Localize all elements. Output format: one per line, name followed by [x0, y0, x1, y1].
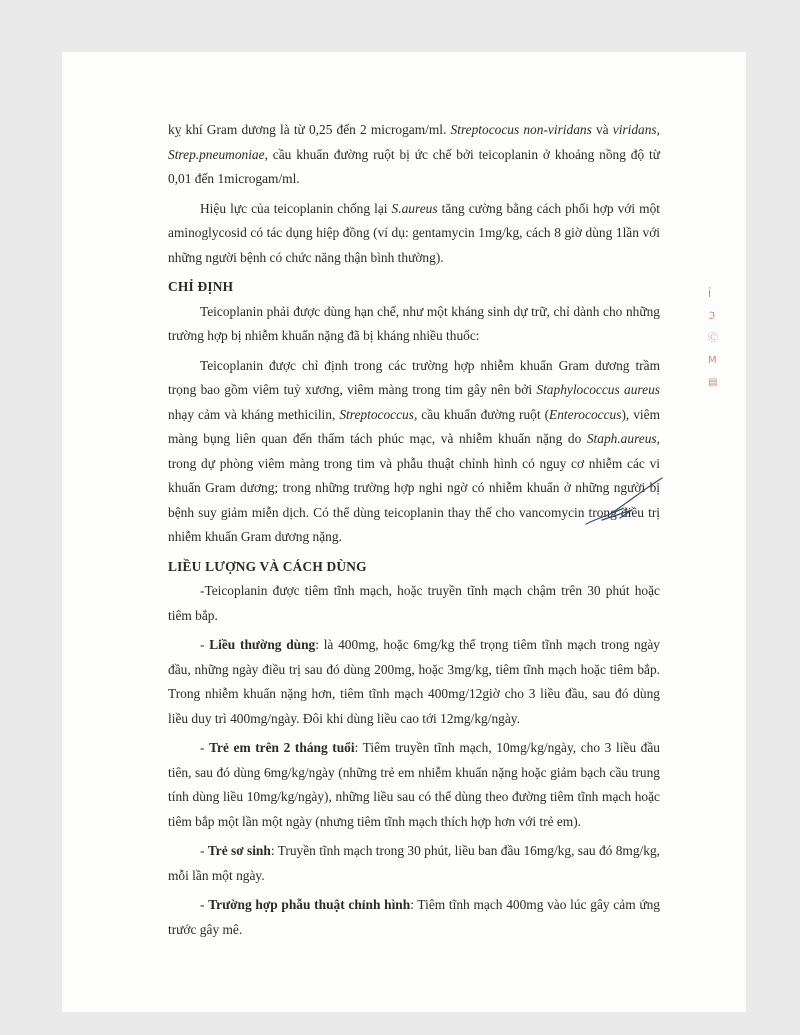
stamp-mark: ▤	[708, 377, 718, 388]
heading-indication: CHỈ ĐỊNH	[168, 279, 234, 294]
stamp-mark: Ỉ	[708, 289, 711, 300]
stamp-mark: M	[708, 355, 717, 366]
paragraph-children-dose: - Trẻ em trên 2 tháng tuổi: Tiêm truyền tĩnh mạch, 10mg/kg/ngày, cho 3 liều đầu tiên, sau đó dùng 6mg/kg/ngày (những trẻ em nhiễm khuẩn nặng hoặc giảm bạch cầu trung tính dùng liều 10mg/kg/ngày), những liều sau có thể dùng theo đường tiêm tĩnh mạch hoặc tiêm bắp một lần một ngày (nhưng tiêm tĩnh mạch thích hợp hơn với trẻ em).	[168, 740, 660, 829]
paragraph-mic: kỵ khí Gram dương là từ 0,25 đến 2 microgam/ml. Streptococus non-viridans và viridans, Strep.pneumoniae, cầu khuẩn đường ruột bị ức chế bởi teicoplanin ở khoảng nồng độ từ 0,01 đến 1microgam/ml.	[168, 122, 660, 186]
paragraph-surgery-dose: - Trường hợp phẫu thuật chỉnh hình: Tiêm tĩnh mạch 400mg vào lúc gây cảm ứng trước gây mê.	[168, 897, 660, 937]
stamp-mark: ℑ	[708, 311, 715, 322]
paragraph-usual-dose: - Liều thường dùng: là 400mg, hoặc 6mg/kg thể trọng tiêm tĩnh mạch trong ngày đầu, những ngày điều trị sau đó dùng 200mg, hoặc 3mg/kg, tiêm tĩnh mạch hoặc tiêm bắp. Trong nhiễm khuẩn nặng hơn, tiêm tĩnh mạch 400mg/12giờ cho 3 liều đầu, sau đó dùng liều duy trì 400mg/ngày. Đôi khi dùng liều cao tới 12mg/kg/ngày.	[168, 637, 660, 726]
paragraph-restriction: Teicoplanin phải được dùng hạn chế, như một kháng sinh dự trữ, chỉ dành cho những trường hợp bị nhiễm khuẩn nặng đã bị kháng nhiều thuốc:	[168, 303, 660, 343]
document-body	[168, 118, 660, 947]
heading-dosage: LIỀU LƯỢNG VÀ CÁCH DÙNG	[168, 558, 367, 574]
paragraph-administration: -Teicoplanin được tiêm tĩnh mạch, hoặc truyền tĩnh mạch chậm trên 30 phút hoặc tiêm bắp.	[168, 583, 660, 623]
margin-stamp	[708, 284, 730, 394]
paragraph-indications: Teicoplanin được chỉ định trong các trường hợp nhiễm khuẩn Gram dương trầm trọng bao gồm viêm tuỷ xương, viêm màng trong tim gây nên bởi Staphylococcus aureus nhạy cảm và kháng methicilin, Streptococcus, cầu khuẩn đường ruột (Enterococcus), viêm màng bụng liên quan đến thẩm tách phúc mạc, và nhiễm khuẩn nặng do Staph.aureus, trong dự phòng viêm màng trong tim và phẫu thuật chỉnh hình có nguy cơ nhiễm các vi khuẩn Gram dương; trong những trường hợp nghi ngờ có nhiễm khuẩn ở những người bị bệnh suy giảm miễn dịch. Có thể dùng teicoplanin thay thế cho vancomycin trong điều trị nhiễm khuẩn Gram dương nặng.	[168, 357, 661, 544]
stamp-mark: Ⓒ	[708, 333, 718, 344]
signature-mark	[582, 474, 666, 532]
paragraph-synergy: Hiệu lực của teicoplanin chống lại S.aureus tăng cường bằng cách phối hợp với một aminoglycosid có tác dụng hiệp đồng (ví dụ: gentamycin 1mg/kg, cách 8 giờ dùng 1lần với những người bệnh có chức năng thận bình thường).	[168, 200, 660, 265]
paragraph-neonate-dose: - Trẻ sơ sinh: Truyền tĩnh mạch trong 30 phút, liều ban đầu 16mg/kg, sau đó 8mg/kg, mỗi lần một ngày.	[168, 843, 660, 883]
